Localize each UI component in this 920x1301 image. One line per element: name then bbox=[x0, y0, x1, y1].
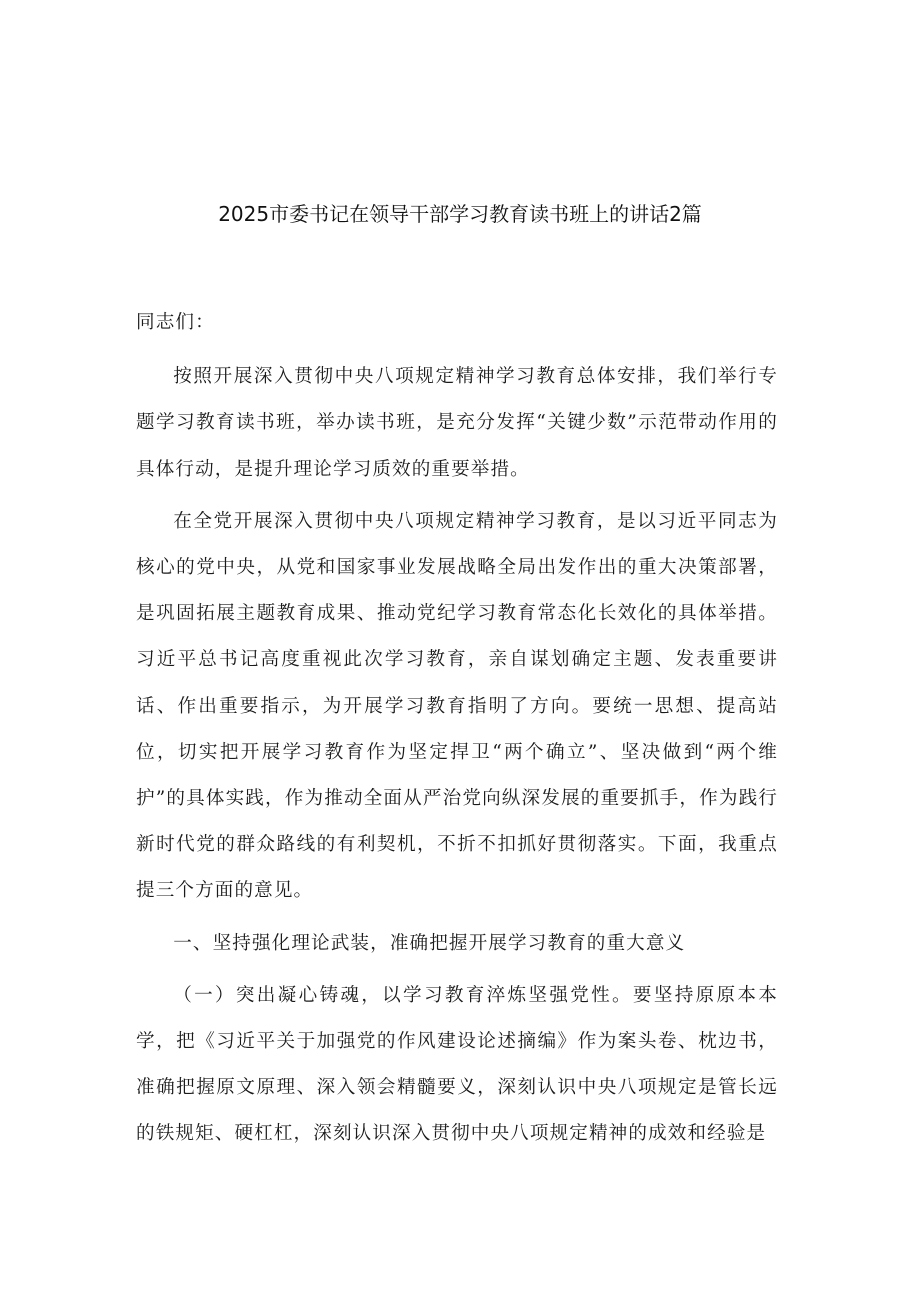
document-body bbox=[136, 300, 778, 1164]
greeting: 同志们： bbox=[136, 312, 215, 333]
paragraph-1: 按照开展深入贯彻中央八项规定精神学习教育总体安排，我们举行专题学习教育读书班，举办读书班，是充分发挥“关键少数”示范带动作用的具体行动，是提升理论学习质效的重要举措。 bbox=[136, 366, 778, 480]
document-title: 2025市委书记在领导干部学习教育读书班上的讲话2篇 bbox=[218, 202, 702, 226]
subsection-paragraph: （一）突出凝心铸魂，以学习教育淬炼坚强党性。要坚持原原本本学，把《习近平关于加强党的作风建设论述摘编》作为案头卷、枕边书，准确把握原文原理、深入领会精髓要义，深刻认识中央八项规定是管长远的铁规矩、硬杠杠，深刻认识深入贯彻中央八项规定精神的成效和经验是 bbox=[136, 984, 778, 1145]
section-heading: 一、坚持强化理论武装，准确把握开展学习教育的重大意义 bbox=[173, 932, 686, 954]
paragraph-2: 在全党开展深入贯彻中央八项规定精神学习教育，是以习近平同志为核心的党中央，从党和国家事业发展战略全局出发作出的重大决策部署，是巩固拓展主题教育成果、推动党纪学习教育常态化长效化的具体举措。习近平总书记高度重视此次学习教育，亲自谋划确定主题、发表重要讲话、作出重要指示，为开展学习教育指明了方向。要统一思想、提高站位，切实把开展学习教育作为坚定捍卫“两个确立”、坚决做到“两个维护”的具体实践，作为推动全面从严治党向纵深发展的重要抓手，作为践行新时代党的群众路线的有利契机，不折不扣抓好贯彻落实。下面，我重点提三个方面的意见。 bbox=[136, 510, 778, 902]
